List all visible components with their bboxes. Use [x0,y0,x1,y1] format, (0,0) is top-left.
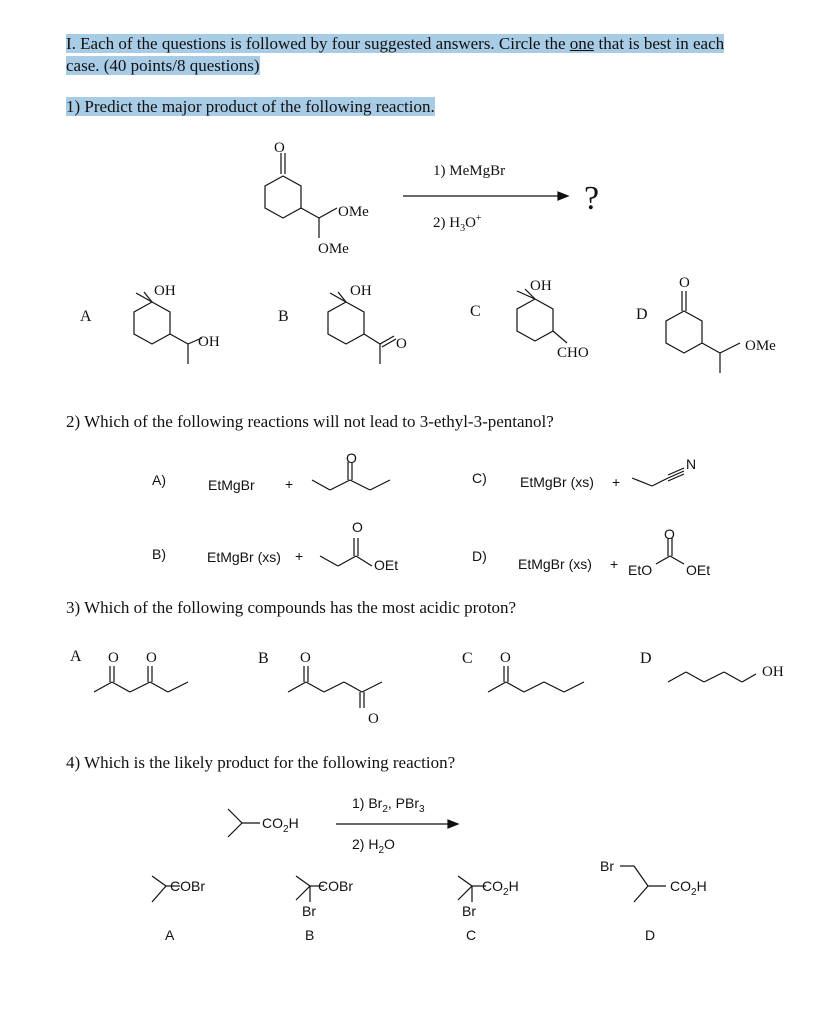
q2-option-d-plus: + [610,556,619,572]
q1-option-c-oh: OH [530,278,552,294]
q2-option-a-plus: + [285,476,294,492]
q1-reactant-ome-1: OMe [338,204,369,220]
q3-option-a-o-1: O [108,650,119,666]
q1-reactant-ome-2: OMe [318,241,349,257]
q2-option-d-reagent: EtMgBr (xs) [518,556,592,572]
q1-option-b-structure [310,288,430,388]
q1-option-b-letter[interactable]: B [278,308,289,325]
q3-option-a-letter[interactable]: A [70,648,82,665]
q3-option-b-o-1: O [300,650,311,666]
q2-option-b-reagent: EtMgBr (xs) [207,549,281,565]
q1-reagent-1: 1) MeMgBr [433,163,506,179]
q2-option-a-reagent: EtMgBr [208,477,255,493]
q2-option-c-n: N [686,456,697,472]
q2-option-b-oet: OEt [374,557,399,573]
q2-option-c-structure [630,458,710,498]
q4-reaction-arrow [336,818,466,830]
q4-option-a-group: COBr [170,878,205,894]
q4-option-d-co: CO [670,878,691,894]
q2-option-a-o: O [346,450,357,466]
instructions-points: case. (40 points/8 questions) [66,56,260,75]
q3-option-d-oh: OH [762,664,784,680]
instructions-text-b: that is best in each [594,34,725,53]
q4-option-c-sub: 2 [503,886,509,898]
q3-option-c-structure [488,662,618,712]
q2-option-a-structure [312,452,412,502]
q4-reagent-1-sub: 2 [382,803,388,815]
q3-option-c-o: O [500,650,511,666]
q3-option-c-letter[interactable]: C [462,650,473,667]
q2-option-d-eto: EtO [628,562,653,578]
q2-option-d-o: O [664,526,675,542]
q4-option-b-br: Br [302,903,316,919]
q4-option-d-letter[interactable]: D [645,927,656,943]
q1-reactant-ketone-o: O [274,140,285,156]
q2-option-d-letter[interactable]: D) [472,548,487,564]
instructions-line-1 [66,34,724,54]
q4-option-c-letter[interactable]: C [466,927,477,943]
q3-option-b-o-2: O [368,711,379,727]
q4-option-c-br: Br [462,903,476,919]
q1-reagent-2-mid: O [465,215,476,231]
q4-reagent-1-sub2: 3 [419,803,425,815]
q3-prompt: 3) Which of the following compounds has the most acidic proton? [66,598,517,617]
q1-option-a-oh-2: OH [198,334,220,350]
q4-reagent-2-a: 2) H [352,836,379,852]
q1-option-a-structure [118,288,238,388]
q4-option-c-group [482,878,519,898]
q4-option-a-letter[interactable]: A [165,927,175,943]
q1-option-d-o: O [679,275,690,291]
q4-option-c-h: H [508,878,519,894]
q2-option-c-reagent: EtMgBr (xs) [520,474,594,490]
instructions-line-2 [66,56,260,76]
q1-option-c-letter[interactable]: C [470,303,481,320]
q3-option-a-structure [94,662,224,712]
q2-prompt: 2) Which of the following reactions will not lead to 3-ethyl-3-pentanol? [66,412,554,431]
q1-reagent-2 [433,213,482,234]
q1-option-d-ome: OMe [745,338,776,354]
q4-reactant-co: CO [262,815,283,831]
q4-reactant-label [262,815,299,835]
q1-prompt [66,97,435,117]
q4-option-d-structure [616,860,676,910]
q1-reagent-2-prefix: 2) H [433,215,461,231]
q3-option-b-structure [288,662,418,732]
q4-option-d-br: Br [600,858,614,874]
q2-option-c-plus: + [612,474,621,490]
q2-option-b-letter[interactable]: B) [152,546,166,562]
q4-option-c-co: CO [482,878,503,894]
q4-reagent-2-b: O [384,836,395,852]
q1-option-c-structure [495,285,615,385]
q4-reagent-2 [352,836,395,856]
q1-option-a-oh-1: OH [154,283,176,299]
q1-prompt-text: 1) Predict the major product of the following reaction. [66,97,435,116]
q1-option-c-cho: CHO [557,345,589,361]
q4-option-d-sub: 2 [691,886,697,898]
q1-reagent-2-sup: + [475,213,482,224]
q4-option-d-h: H [696,878,707,894]
q1-option-d-letter[interactable]: D [636,306,648,323]
q4-option-b-group: COBr [318,878,353,894]
q4-reactant-sub: 2 [283,823,289,835]
q4-reagent-2-sub: 2 [378,844,385,856]
q4-reactant-h: H [288,815,299,831]
q2-option-b-plus: + [295,548,304,564]
q2-option-a-letter[interactable]: A) [152,472,166,488]
instructions-one: one [569,34,595,53]
q3-option-b-letter[interactable]: B [258,650,269,667]
q2-option-d-oet: OEt [686,562,711,578]
instructions-text-a: I. Each of the questions is followed by four suggested answers. Circle the [66,34,570,53]
q1-reaction-arrow [403,190,573,202]
q1-option-a-letter[interactable]: A [80,308,92,325]
q4-reagent-1-b: , PBr [387,795,420,811]
q4-option-d-group [670,878,707,898]
q3-option-a-o-2: O [146,650,157,666]
q1-product-question-mark: ? [584,180,600,217]
q1-reagent-2-sub: 3 [460,223,466,234]
q4-reagent-1 [352,795,425,815]
q2-option-b-o: O [352,519,363,535]
q4-option-b-letter[interactable]: B [305,927,315,943]
q2-option-c-letter[interactable]: C) [472,470,487,486]
q4-prompt: 4) Which is the likely product for the following reaction? [66,753,456,772]
q4-reagent-1-a: 1) Br [352,795,383,811]
q1-option-b-o: O [396,336,407,352]
q3-option-d-letter[interactable]: D [640,650,652,667]
q1-option-b-oh: OH [350,283,372,299]
